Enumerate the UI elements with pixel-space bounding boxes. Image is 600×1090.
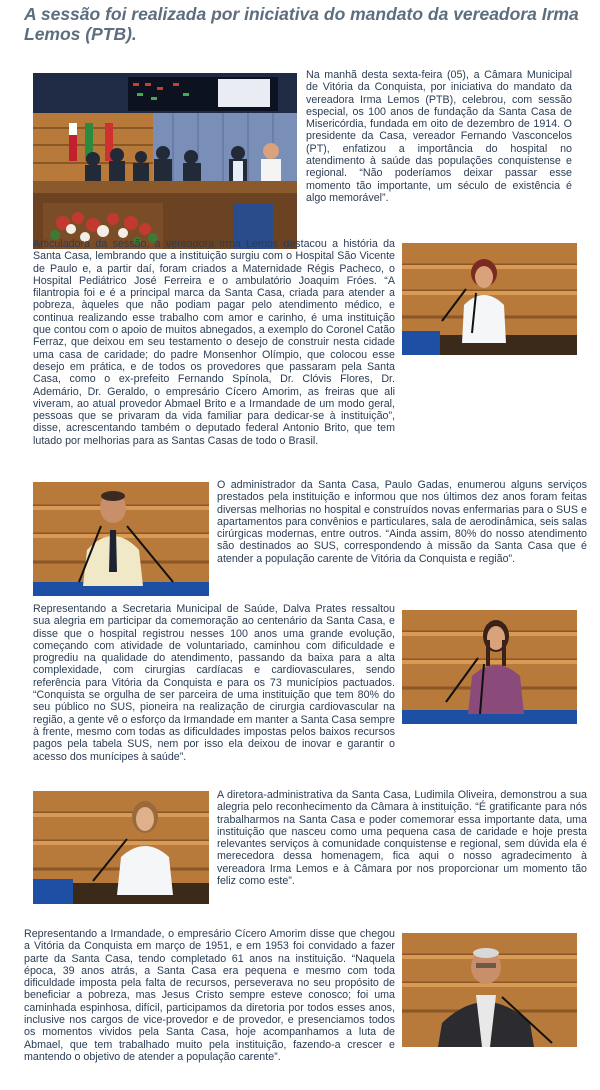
paragraph-paulo-gadas xyxy=(217,479,587,565)
paragraph-text: Articuladora da sessão, a vereadora Irma Lemos destacou a história da Santa Casa, lembrando que a instituição surgiu com o Hospital São Vicente de Paulo e, a partir daí, foram criados a Maternidade Régis Pacheco, o Hospital Pediátrico José Ferreira e o ambulatório Joaquim Fróes. “A filantropia foi e é a principal marca da Santa Casa, criada para atender a pobreza, àqueles que não podiam pagar pelo atendimento médico, e continua realizando esse trabalho com amor e carinho, é uma instituição que contou com o apoio de muitos abnegados, a exemplo do Coronel Catão Ferraz, que deixou em seu testamento o desejo de construir nesta cidade uma casa de caridade; do padre Monsenhor Olímpio, que colocou esse desejo em prática, e de todos os provedores que passaram pela Santa Casa, como o ex-prefeito Fernando Spínola, Dr. Clóvis Flores, Dr. Ademário, Dr. Geraldo, o empresário Cícero Amorim, as freiras que ali viveram, ao atual provedor Abmael Brito e a Irmandade de um modo geral, pessoas que se privaram da vida familiar para dedicar-se à instituição”, disse, acrescentando também o deputado federal Antonio Brito, que tem lutado por melhorias para as Santas Casas de todo o Brasil. xyxy=(33,238,395,447)
paragraph-text: O administrador da Santa Casa, Paulo Gadas, enumerou alguns serviços prestados pela instituição e informou que nos últimos dez anos foram feitas diversas melhorias no hospital e construídos novas enfermarias para o SUS e apartamentos para convênios e particulares, sala de aerodinâmica, seis salas cirúrgicas modernas, entre outros. “Ainda assim, 80% do nosso atendimento são destinados ao SUS, correspondendo à missão da Santa Casa que é atender a população carente de Vitória da Conquista e região”. xyxy=(217,479,587,565)
paragraph-cicero-amorim xyxy=(24,928,395,1063)
paragraph-text: Representando a Irmandade, o empresário Cícero Amorim disse que chegou a Vitória da Conquista em março de 1951, e em 1953 foi convidado a fazer parte da Santa Casa, tendo completado 61 anos na instituição. “Naquela época, 39 anos atrás, a Santa Casa era pequena e mesmo com toda dificuldade imposta pela falta de recursos, perseverava no seu propósito de beneficiar a pobreza, mas Jesus Cristo sempre esteve conosco; foi uma caminhada espinhosa, difícil, participamos da diretoria por todos esses anos, inclusive nos cargos de vice-provedor e de provedor, e presenciamos todos os momentos vividos pela Santa Casa, hoje acompanhamos a luta de Abmael, que tem trabalhado muito pela instituição, fazendo-a crescer e mantendo o objetivo de atender a população carente”. xyxy=(24,928,395,1063)
paragraph-dalva-prates xyxy=(33,603,395,763)
paragraph-text: A diretora-administrativa da Santa Casa, Ludimila Oliveira, demonstrou a sua alegria pelo reconhecimento da Câmara à instituição. “É gratificante para nós trabalharmos na Santa Casa e poder comemorar essa importante data, uma instituição que nasceu como uma pequena casa de caridade e hoje presta relevantes serviços à comunidade conquistense e regional, sem dúvida ela é merecedora dessa homenagem, fica aqui o nosso agradecimento à vereadora Irma Lemos e à Câmara por nos proporcionar um momento tão feliz como este”. xyxy=(217,789,587,888)
article-headline: A sessão foi realizada por iniciativa do mandato da vereadora Irma Lemos (PTB). xyxy=(24,4,579,44)
paragraph-text: Representando a Secretaria Municipal de Saúde, Dalva Prates ressaltou sua alegria em participar da comemoração ao centenário da Santa Casa, e disse que o hospital registrou nesses 100 anos uma grande evolução, começando com atividade de voluntariado, caminhou com dificuldade e progrediu na qualidade do atendimento, passando da baixa para a alta complexidade, com cirurgias cardíacas e cardiovasculares, sendo referência para Vitória da Conquista e para os 73 municípios pactuados. “Conquista se orgulha de ser parceira de uma instituição que tem 80% do seu público no SUS, pioneira na realização de cirurgia cardiovascular na região, a gente vê o esforço da Irmandade em manter a Santa Casa sempre à frente, mesmo com todas as dificuldades impostas pelos baixos recursos pagos pela tabela SUS, nem por isso ela deixou de inovar e garantir o acesso dos munícipes à saúde”. xyxy=(33,603,395,763)
paragraph-irma-lemos xyxy=(33,238,395,447)
paragraph-ludimila-oliveira xyxy=(217,789,587,887)
photo-paulo-gadas-speaking xyxy=(33,482,209,596)
paragraph-text: Na manhã desta sexta-feira (05), a Câmara Municipal de Vitória da Conquista, por iniciativa do mandato da vereadora Irma Lemos (PTB), celebrou, com sessão especial, os 100 anos de fundação da Santa Casa de Misericórdia, fundada em oito de dezembro de 1914. O presidente da Casa, vereador Fernando Vasconcelos (PT), enfatizou a importância do hospital no atendimento à saúde das populações conquistense e regional. “Não poderíamos deixar passar esse momento tão importante, um século de existência é algo memorável”. xyxy=(306,69,572,204)
paragraph-session-opening xyxy=(306,69,572,204)
photo-ludimila-oliveira-speaking xyxy=(33,791,209,904)
photo-plenary-session xyxy=(33,73,297,249)
photo-cicero-amorim-speaking xyxy=(402,933,577,1047)
photo-irma-lemos-speaking xyxy=(402,243,577,355)
photo-dalva-prates-speaking xyxy=(402,610,577,724)
